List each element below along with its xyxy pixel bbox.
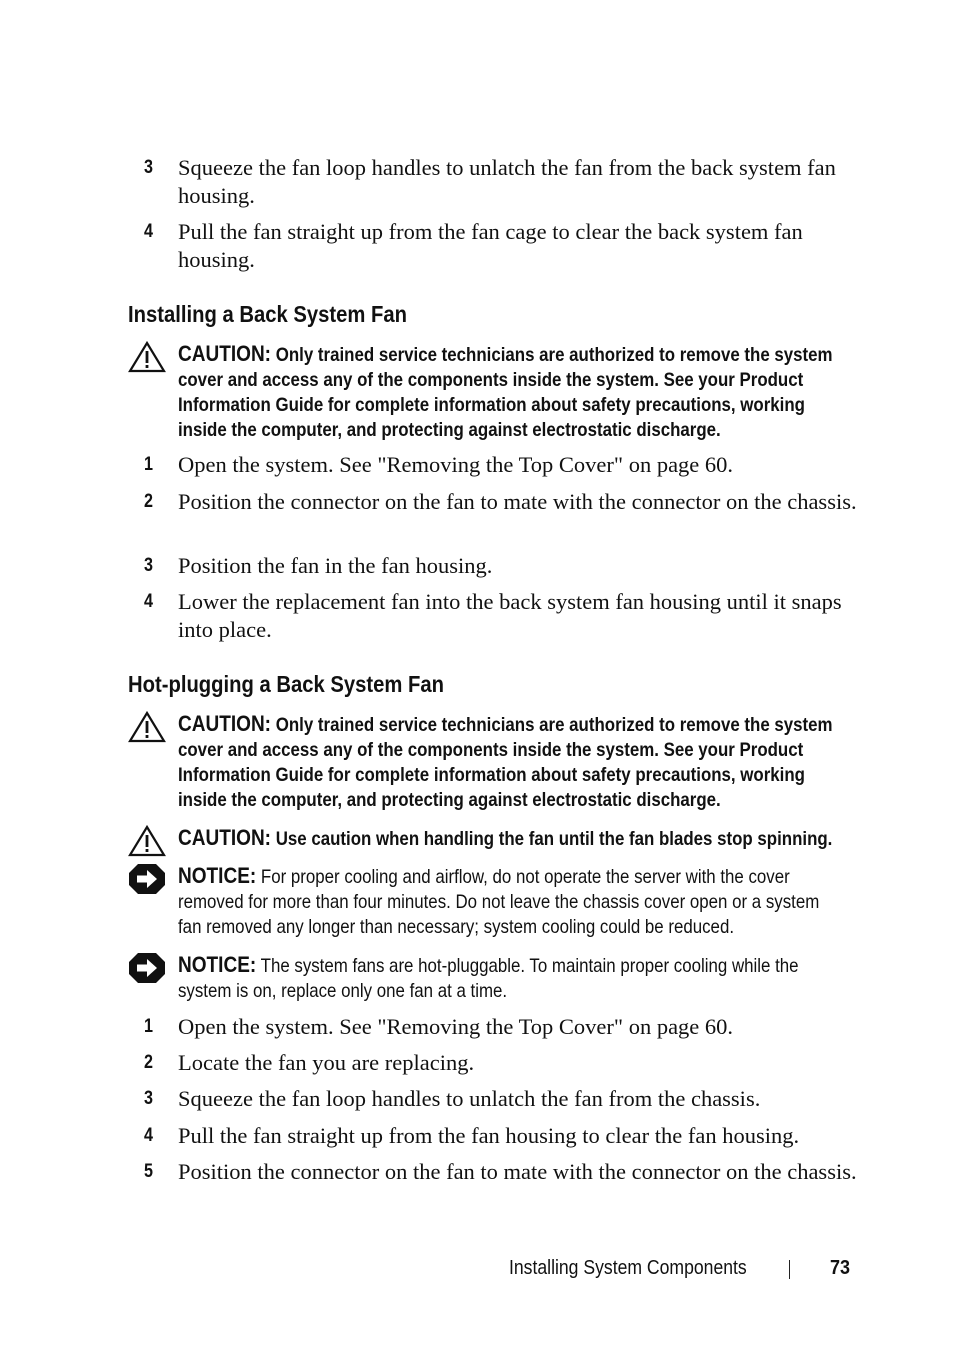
step-number: 1 — [144, 454, 153, 475]
notice-text — [178, 952, 844, 1004]
caution-label: CAUTION: — [178, 341, 272, 366]
caution-body: Use caution when handling the fan until the fan blades stop spinning. — [275, 828, 833, 850]
step-text: Lower the replacement fan into the back system fan housing until it snaps into place. — [178, 589, 842, 642]
step-number: 2 — [144, 1052, 153, 1073]
step-text: Squeeze the fan loop handles to unlatch the fan from the chassis. — [178, 1086, 761, 1111]
step-number: 1 — [144, 1016, 153, 1037]
section-heading-hotplug: Hot-plugging a Back System Fan — [128, 671, 445, 697]
caution-body: Only trained service technicians are authorized to remove the system cover and access any of the components inside the system. See your Product Information Guide for complete information about safety precautions, working inside the computer, and protecting against electrostatic discharge. — [178, 714, 833, 811]
step-text: Position the connector on the fan to mate with the connector on the chassis. — [178, 489, 857, 514]
notice-arrow-icon — [128, 863, 166, 895]
step-number: 3 — [144, 1088, 153, 1109]
notice-body: For proper cooling and airflow, do not operate the server with the cover removed for more than four minutes. Do not leave the chassis cover open or a system fan removed any longer than necessary; system cooling could be reduced. — [178, 866, 820, 938]
warning-triangle-icon — [128, 711, 166, 743]
step-text: Open the system. See "Removing the Top Cover" on page 60. — [178, 1014, 734, 1039]
caution-label: CAUTION: — [178, 825, 272, 850]
step-number: 4 — [144, 1125, 153, 1146]
warning-triangle-icon — [128, 341, 166, 373]
caution-text — [178, 711, 844, 813]
step-number: 3 — [144, 555, 153, 576]
step-number: 2 — [144, 491, 153, 512]
section-heading-installing: Installing a Back System Fan — [128, 301, 407, 327]
caution-text — [178, 825, 844, 852]
step-number: 3 — [144, 157, 153, 178]
step-text: Pull the fan straight up from the fan housing to clear the fan housing. — [178, 1123, 800, 1148]
step-number: 5 — [144, 1161, 153, 1182]
footer-chapter-title: Installing System Components — [509, 1257, 747, 1279]
notice-label: NOTICE: — [178, 863, 257, 888]
step-text: Squeeze the fan loop handles to unlatch the fan from the back system fan housing. — [178, 155, 836, 208]
notice-label: NOTICE: — [178, 952, 257, 977]
step-text: Open the system. See "Removing the Top Cover" on page 60. — [178, 452, 734, 477]
step-number: 4 — [144, 221, 153, 242]
footer-divider — [789, 1260, 790, 1279]
caution-body: Only trained service technicians are authorized to remove the system cover and access any of the components inside the system. See your Product Information Guide for complete information about safety precautions, working inside the computer, and protecting against electrostatic discharge. — [178, 344, 833, 441]
notice-body: The system fans are hot-pluggable. To maintain proper cooling while the system is on, replace only one fan at a time. — [178, 955, 799, 1002]
notice-arrow-icon — [128, 952, 166, 984]
notice-text — [178, 863, 844, 940]
step-text: Position the connector on the fan to mate with the connector on the chassis. — [178, 1159, 857, 1184]
footer-page-number: 73 — [830, 1257, 851, 1279]
warning-triangle-icon — [128, 825, 166, 857]
caution-label: CAUTION: — [178, 711, 272, 736]
step-text: Locate the fan you are replacing. — [178, 1050, 475, 1075]
step-text: Pull the fan straight up from the fan cage to clear the back system fan housing. — [178, 219, 803, 272]
step-number: 4 — [144, 591, 153, 612]
step-text: Position the fan in the fan housing. — [178, 553, 493, 578]
caution-text — [178, 341, 844, 443]
